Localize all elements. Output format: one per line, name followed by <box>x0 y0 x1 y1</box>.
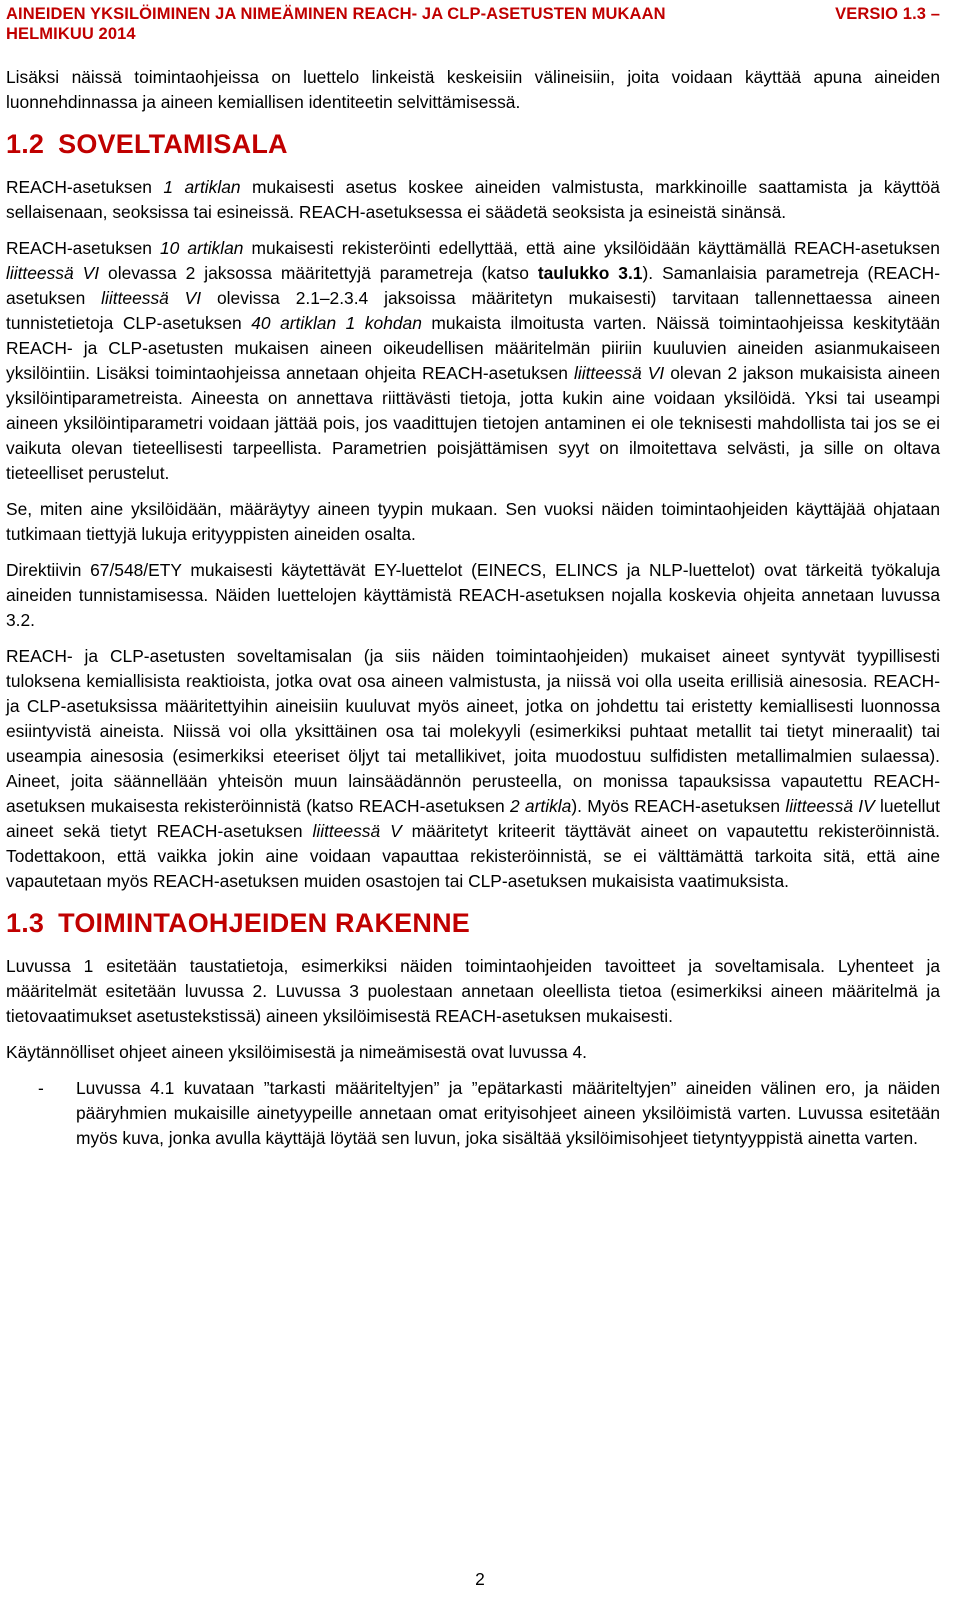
section-title: TOIMINTAOHJEIDEN RAKENNE <box>58 908 470 938</box>
header-version: VERSIO 1.3 – <box>835 5 940 23</box>
text-run: olevissa 2.1–2.3.4 jaksoissa määritetyn mukaisesti) tarvitaan tallennettaessa aineen tunnistetietoja CLP-asetuksen <box>6 288 940 333</box>
body-content <box>6 65 940 1151</box>
scope-paragraph-3: Se, miten aine yksilöidään, määräytyy aineen tyypin mukaan. Sen vuoksi näiden toimintaohjeiden käyttäjää ohjataan tutkimaan tiettyjä lukuja erityyppisten aineiden osalta. <box>6 499 940 544</box>
annex-reference: liitteessä IV <box>785 796 875 816</box>
text-run: ). Myös REACH-asetuksen <box>571 796 786 816</box>
header-title: AINEIDEN YKSILÖIMINEN JA NIMEÄMINEN REACH- JA CLP-ASETUSTEN MUKAAN <box>6 5 666 23</box>
intro-paragraph: Lisäksi näissä toimintaohjeissa on luettelo linkeistä keskeisiin välineisiin, joita voidaan käyttää apuna aineiden luonnehdinnassa ja aineen kemiallisen identiteetin selvittämisessä. <box>6 67 940 112</box>
header-date: HELMIKUU 2014 <box>6 25 136 43</box>
list-item-text: Luvussa 4.1 kuvataan ”tarkasti määriteltyjen” ja ”epätarkasti määriteltyjen” aineiden välinen ero, ja näiden pääryhmien mukaisille ainetyypeille annetaan omat erityisohjeet aineen yksilöimistä varten. Luvussa esitetään myös kuva, jonka avulla käyttäjä löytää sen luvun, joka sisältää yksilöimisohjeet tietyntyyppistä ainetta varten. <box>76 1078 940 1148</box>
list-item <box>6 1076 940 1151</box>
page-number: 2 <box>475 1569 485 1589</box>
text-run: REACH-asetuksen <box>6 177 164 197</box>
annex-reference: liitteessä VI <box>101 288 202 308</box>
article-reference: 10 artiklan <box>160 238 244 258</box>
text-run: ). Samanlaisia parametreja (REACH-asetuksen <box>6 263 940 308</box>
text-run: olevan 2 jakson mukaisista aineen yksilöintiparametreista. Aineesta on annettava riittävästi tietoja, jotta kukin aine voidaan yksilöidä. Yksi tai useampi aineen yksilöintiparametri voidaan jättää pois, jos vaadittujen tietojen antaminen ei ole teknisesti mahdollista tai jos se ei vaikuta olevan tieteellisesti tarpeellista. Parametrien poisjättämisen syyt on ilmoitettava selvästi, ja sille on oltava tieteelliset perustelut. <box>6 363 940 483</box>
bullet-dash: - <box>38 1078 44 1098</box>
text-run: olevassa 2 jaksossa määritettyjä parametreja (katso <box>99 263 538 283</box>
annex-reference: liitteessä V <box>312 821 402 841</box>
scope-paragraph-5 <box>6 644 940 894</box>
text-run: mukaisesti asetus koskee aineiden valmistusta, markkinoille saattamista ja käyttöä sellaisenaan, seoksissa tai esineissä. REACH-asetuksessa ei säädetä seoksista ja esineistä sinänsä. <box>6 177 940 222</box>
section-title: SOVELTAMISALA <box>58 129 288 159</box>
table-reference: taulukko 3.1 <box>537 263 643 283</box>
text-run: REACH-asetuksen <box>6 238 160 258</box>
article-reference: 40 artiklan 1 kohdan <box>251 313 422 333</box>
annex-reference: liitteessä VI <box>6 263 100 283</box>
running-header <box>6 4 940 44</box>
article-reference: 2 artikla <box>509 796 572 816</box>
section-number: 1.3 <box>6 908 45 938</box>
text-run: mukaisesti rekisteröinti edellyttää, että aine yksilöidään käyttämällä REACH-asetuksen <box>243 238 940 258</box>
structure-paragraph-2: Käytännölliset ohjeet aineen yksilöimisestä ja nimeämisestä ovat luvussa 4. <box>6 1042 587 1062</box>
section-number: 1.2 <box>6 129 45 159</box>
article-reference: 1 artiklan <box>163 177 241 197</box>
scope-paragraph-4: Direktiivin 67/548/ETY mukaisesti käytettävät EY-luettelot (EINECS, ELINCS ja NLP-luettelot) ovat tärkeitä työkaluja aineiden tunnistamisessa. Näiden luettelojen käyttämistä REACH-asetuksen nojalla koskevia ohjeita annetaan luvussa 3.2. <box>6 560 940 630</box>
structure-paragraph-1: Luvussa 1 esitetään taustatietoja, esimerkiksi näiden toimintaohjeiden tavoitteet ja soveltamisala. Lyhenteet ja määritelmät esitetään luvussa 2. Luvussa 3 puolestaan annetaan oleellista tietoa (esimerkiksi aineen määritelmä ja tietovaatimukset asetustekstissä) aineen yksilöimisestä REACH-asetuksen mukaisesti. <box>6 956 940 1026</box>
section-heading-1-2 <box>6 129 940 159</box>
text-run: REACH- ja CLP-asetusten soveltamisalan (ja siis näiden toimintaohjeiden) mukaiset aineet syntyvät tyypillisesti tuloksena kemiallisista reaktioista, jotka ovat osa aineen valmistusta, ja niissä voi olla useita erillisiä ainesosia. REACH- ja CLP-asetuksissa määritettyihin aineisiin kuuluvat myös aineet, jotka on johdettu tai eristetty kemiallisesti luonnossa esiintyvistä aineista. Niissä voi olla yksittäinen osa tai molekyyli (esimerkiksi puhtaat metallit tai tietyt mineraalit) tai useampia ainesosia (esimerkiksi eteeriset öljyt tai metallikivet, joita muodostuu sulfidisten metallimalmien sulaessa). Aineet, joita säännellään yhteisön muun lainsäädännön perusteella, on monissa tapauksissa vapautettu REACH-asetuksen mukaisesta rekisteröinnistä (katso REACH-asetuksen <box>6 646 940 816</box>
section-heading-1-3 <box>6 908 940 938</box>
scope-paragraph-1 <box>6 175 940 225</box>
text-run: määritetyt kriteerit täyttävät aineet on vapautettu rekisteröinnistä. Todettakoon, että vaikka jokin aine voidaan vapauttaa rekisteröinnistä, se ei välttämättä tarkoita sitä, että aine vapautetaan myös REACH-asetuksen muiden osastojen tai CLP-asetuksen mukaisista vaatimuksista. <box>6 821 940 891</box>
scope-paragraph-2 <box>6 236 940 486</box>
text-run: luetellut aineet sekä tietyt REACH-asetuksen <box>6 796 940 841</box>
annex-reference: liitteessä VI <box>574 363 665 383</box>
text-run: mukaista ilmoitusta varten. Näissä toimintaohjeissa keskitytään REACH- ja CLP-asetusten mukaisen aineen oikeudellisen määritelmän piiriin kuuluvien aineiden asianmukaiseen yksilöintiin. Lisäksi toimintaohjeissa annetaan ohjeita REACH-asetuksen <box>6 313 940 383</box>
